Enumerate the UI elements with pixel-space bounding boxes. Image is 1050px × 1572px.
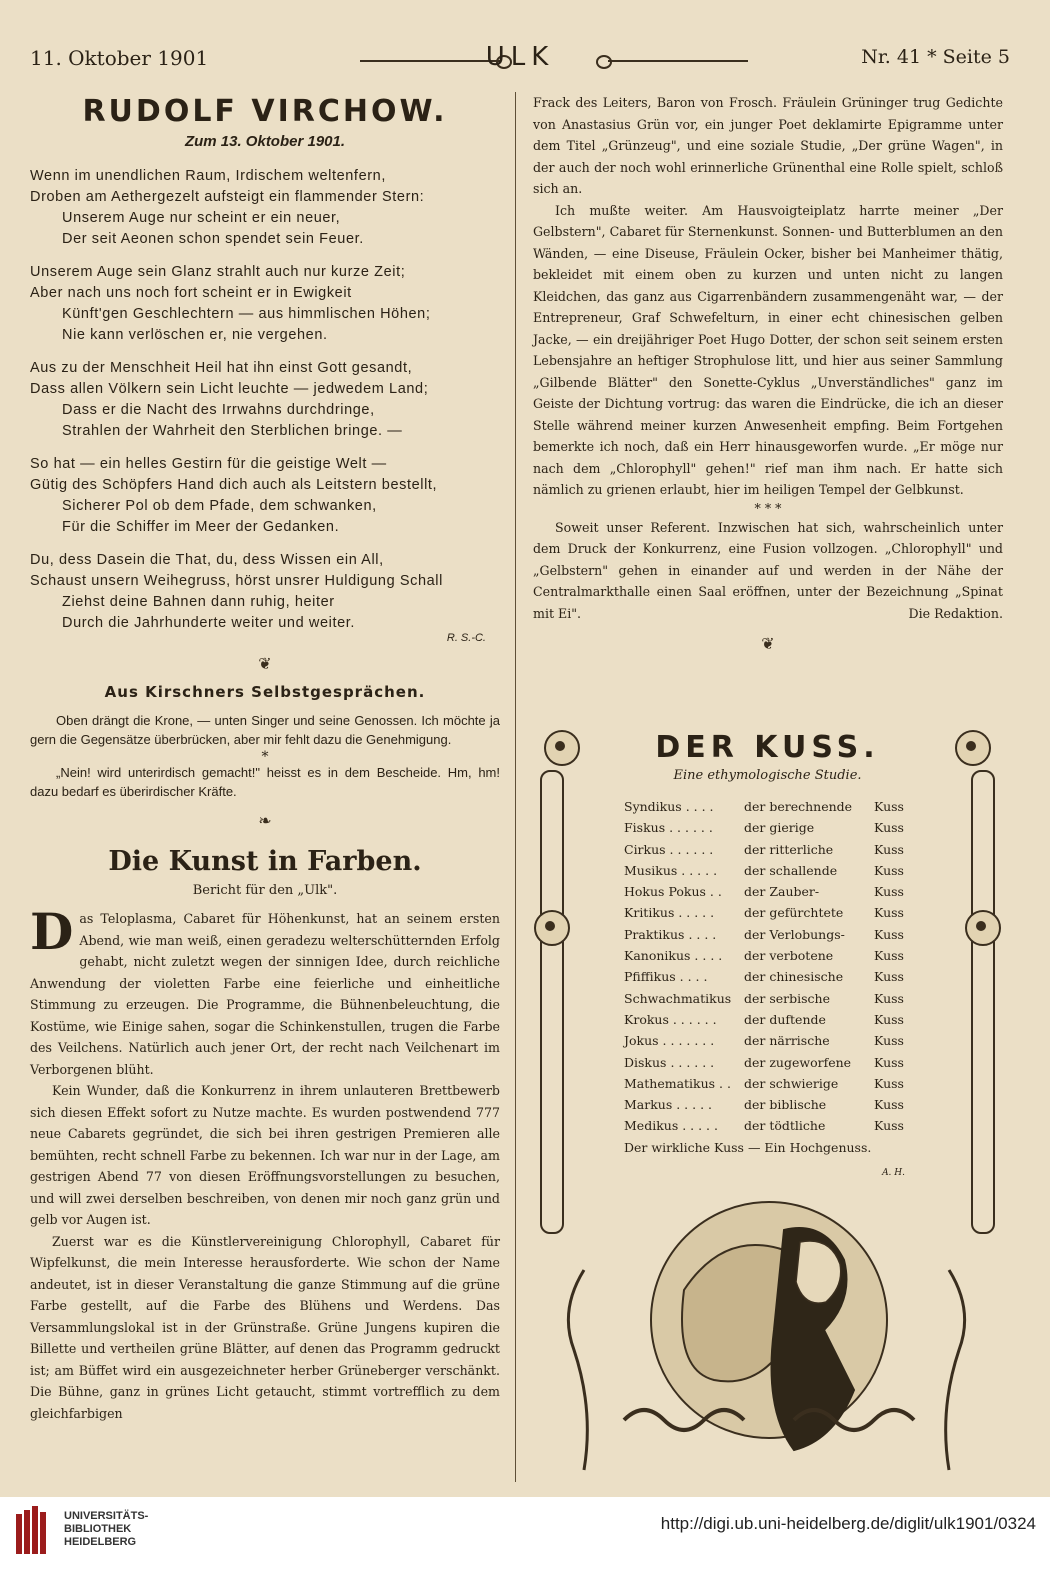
kuss-term: Musikus . . . . .: [624, 862, 718, 878]
list-item: [624, 924, 924, 945]
list-item: [624, 1009, 924, 1030]
article-paragraph: Ich mußte weiter. Am Hausvoigteiplatz harrte meiner „Der Gelbstern", Cabaret für Sternenkunst. Sonnen- und Butterblumen an den Wänden, — eine Diseuse, Fräulein Ocker, bisher bei Manheimer thätig, bekleidet mit einem oben zu kurzen und unten nicht zu langen Kleidchen, das ganz aus Cigarrenbändern zusammengenäht war, — der Entrepreneur, Graf Schwefelturn, in einer echt chinesischen gelben Jacke, — ein dreijähriger Poet Hugo Dotter, der schon seit seinem ersten Lebensjahre an heftiger Strophulose litt, und hier aus seiner Sammlung „Gilbende Blätter" den Sonette-Cyklus „Unverständliches" ganz im Geiste der Dichtung vortrug: das waren die Eindrücke, die ich an dieser Stelle während meiner kurzen Anwesenheit empfing. Beim Fortgehen bemerkte ich noch, daß ein Herr hinausgeworfen wurde. „Er möge nur nach dem „Chlorophyll" gehen!" rief man ihm nach. Er hatte sich nämlich zu grienen erlaubt, hier im heiligen Tempel der Gelbkunst.: [533, 202, 1003, 497]
article-text: Soweit unser Referent. Inzwischen hat sich, wahrscheinlich unter dem Druck der Konkurrenz, eine Fusion vollzogen. „Chlorophyll" und „Gelbstern" gehen in einander auf und werden in der Nähe der Centralmarkthalle einen Saal eröffnen, unter der Bezeichnung „Spinat mit Ei".: [533, 519, 1003, 621]
fleuron-icon: ❧: [258, 811, 272, 830]
kuss-term: Kritikus . . . . .: [624, 905, 715, 921]
list-item: [624, 839, 924, 860]
poem-line: Aber nach uns noch fort scheint er in Ewigkeit: [30, 285, 352, 301]
poem-stanza: [30, 454, 500, 538]
kuss-word: Kuss: [874, 884, 904, 900]
section-stars: * * *: [754, 500, 782, 516]
poem-stanza: [30, 358, 500, 442]
kuss-desc: der zugeworfene: [744, 1054, 852, 1070]
poem-line: Aus zu der Menschheit Heil hat ihn einst Gott gesandt,: [30, 360, 413, 376]
poem-line: Droben am Aethergezelt aufsteigt ein flammender Stern:: [30, 189, 425, 205]
vine-right: [946, 1270, 965, 1470]
kuss-word: Kuss: [874, 820, 904, 836]
kuss-term: Pfiffikus . . . .: [624, 969, 708, 985]
masthead-title: ULK: [485, 42, 555, 72]
kuss-word: Kuss: [874, 1118, 904, 1134]
list-item: [624, 1115, 924, 1136]
kuss-word: Kuss: [874, 841, 904, 857]
article-paragraph: [30, 902, 500, 1080]
article-paragraph: Zuerst war es die Künstlervereinigung Chlorophyll, Cabaret für Wipfelkunst, die mein Interesse herausforderte. Wie schon der Name andeutet, ist in dieser Veranstaltung die ganze Stimmung auf die grüne Farbe gestellt, auf die Farbe des Blühens und Werdens. Das Versammlungslokal ist in der Grünstraße. Grüne Jungens kupiren die Billette und vertheilen grüne Blätter, auf denen das Programm gedruckt ist; am Büffet wird ein ausgezeichneter herber Grüneberger verschänkt. Die Bühne, ganz in grünes Licht getaucht, stimmt vortrefflich zu dem gleichfarbigen: [30, 1233, 500, 1421]
kirschner-paragraph: Oben drängt die Krone, — unten Singer und seine Genossen. Ich möchte ja gern die Gegensätze überbrücken, aber mir fehlt dazu die Genehmigung.: [30, 713, 500, 747]
article-text: as Teloplasma, Cabaret für Höhenkunst, hat an seinem ersten Abend, wie man weiß, einen geradezu welterschütternden Erfolg gehabt, nicht zuletzt wegen der sinnigen Idee, durch reichliche Anwendung der violetten Farbe eine feierliche und einheitliche Stimmung zu erzeugen. Die Programme, die Bühnenbeleuchtung, die Kostüme, wie Einige sahen, sogar die Schinkenstullen, trugen die Farbe des Veilchens. Natürlich auch jener Ort, der recht nach Veilchenart im Verborgenen blüht.: [30, 911, 500, 1077]
list-item: [624, 1052, 924, 1073]
poem-line: Unserem Auge sein Glanz strahlt auch nur kurze Zeit;: [30, 264, 406, 280]
kuss-desc: der schallende: [744, 862, 838, 878]
kuss-desc: der biblische: [744, 1097, 827, 1113]
poem-stanza: [30, 166, 500, 250]
issue-date: 11. Oktober 1901: [30, 46, 209, 70]
poem-line: Künft'gen Geschlechtern — aus himmlischen Höhen;: [62, 306, 431, 322]
poem-stanza: [30, 262, 500, 346]
kuss-term: Kanonikus . . . .: [624, 948, 723, 964]
kuss-term: Syndikus . . . .: [624, 799, 714, 814]
section-star: *: [261, 749, 269, 765]
kuss-list: [624, 796, 924, 1158]
kuss-term: Medikus . . . . .: [624, 1118, 718, 1134]
kuss-word: Kuss: [874, 1033, 904, 1049]
kuss-word: Kuss: [874, 926, 904, 942]
virchow-subtitle: Zum 13. Oktober 1901.: [184, 133, 346, 150]
kuss-word: Kuss: [874, 799, 904, 814]
article-paragraph: Kein Wunder, daß die Konkurrenz in ihrem unlauteren Brettbewerb sich diesen Effekt sofort zu Nutze machte. Es wurden postwendend 777 neue Cabarets gegründet, die sich bei ihren gestrigen Premieren alle bemühten, recht schnell Farbe zu bekennen. Ich war nur in der Lage, am gestrigen Abend 77 von diesen Eröffnungsvorstellungen zu besuchen, und will zwei derselben beschreiben, von denen mir noch ganz grün und gelb vor Augen ist.: [30, 1083, 500, 1227]
poem-line: Strahlen der Wahrheit den Sterblichen bringe. —: [62, 423, 403, 439]
poem-line: Sicherer Pol ob dem Pfade, dem schwanken,: [62, 498, 377, 514]
kuss-subtitle: Eine ethymologische Studie.: [673, 768, 862, 783]
poem-line: Nie kann verlöschen er, nie vergehen.: [62, 327, 328, 343]
flower-icon: [965, 910, 1001, 946]
institution-line: BIBLIOTHEK: [64, 1523, 132, 1535]
kuss-term: Markus . . . . .: [624, 1097, 713, 1113]
poem-line: So hat — ein helles Gestirn für die geistige Welt —: [30, 456, 387, 472]
kuss-desc: der duftende: [744, 1011, 826, 1027]
institution-line: UNIVERSITÄTS-: [64, 1510, 149, 1522]
poem-line: Du, dess Dasein die That, du, dess Wissen ein All,: [30, 552, 384, 568]
vine-border-left: [540, 770, 564, 1234]
kuss-term: Mathematikus . .: [624, 1075, 731, 1091]
left-column: [30, 92, 500, 1424]
kirschner-title: Aus Kirschners Selbstgesprächen.: [104, 683, 426, 701]
institution-name: [64, 1510, 148, 1549]
poem-line: Ziehst deine Bahnen dann ruhig, heiter: [62, 594, 335, 610]
list-item: [624, 860, 924, 881]
list-item: [624, 817, 924, 838]
kuss-desc: der tödtliche: [744, 1118, 826, 1134]
virchow-title: RUDOLF VIRCHOW.: [82, 94, 448, 129]
header-ornament-right: [608, 60, 748, 62]
kuss-word: Kuss: [874, 948, 904, 964]
right-column: [533, 92, 1003, 663]
drop-cap: D: [30, 902, 74, 961]
list-item: Der wirkliche Kuss — Ein Hochgenuss.: [624, 1139, 872, 1155]
kuss-word: Kuss: [874, 1054, 904, 1070]
kuss-term: Krokus . . . . . .: [624, 1011, 717, 1027]
article-paragraph: [533, 517, 1003, 625]
editor-signature: Die Redaktion.: [908, 605, 1003, 621]
kuss-desc: der gierige: [744, 820, 815, 836]
kuss-desc: der berechnende: [744, 799, 853, 814]
kuss-word: Kuss: [874, 1011, 904, 1027]
poem-stanza: [30, 550, 500, 634]
kuss-term: Diskus . . . . . .: [624, 1054, 715, 1070]
flower-icon: [534, 910, 570, 946]
kuss-desc: der verbotene: [744, 948, 834, 964]
kuss-term: Cirkus . . . . . .: [624, 841, 714, 857]
poem-line: Unserem Auge nur scheint er ein neuer,: [62, 210, 341, 226]
kuss-word: Kuss: [874, 862, 904, 878]
list-item: [624, 988, 924, 1009]
poem-line: Schaust unsern Weihegruss, hörst unsrer Huldigung Schall: [30, 573, 443, 589]
poem-line: Gütig des Schöpfers Hand dich auch als Leitstern bestellt,: [30, 477, 438, 493]
list-item: [624, 945, 924, 966]
kuss-word: Kuss: [874, 905, 904, 921]
university-library-logo-icon: [14, 1506, 52, 1556]
kuss-word: Kuss: [874, 990, 904, 1006]
institution-line: HEIDELBERG: [64, 1536, 137, 1548]
poem-line: Der seit Aeonen schon spendet sein Feuer.: [62, 231, 364, 247]
poem-line: Wenn im unendlichen Raum, Irdischem weltenfern,: [30, 168, 386, 184]
poem-line: Durch die Jahrhunderte weiter und weiter.: [62, 615, 355, 631]
kuss-word: Kuss: [874, 1075, 904, 1091]
kuss-term: Hokus Pokus . .: [624, 884, 722, 900]
kuss-term: Jokus . . . . . . .: [624, 1033, 715, 1049]
source-url[interactable]: http://digi.ub.uni-heidelberg.de/diglit/ulk1901/0324: [660, 1514, 1036, 1533]
kuss-desc: der ritterliche: [744, 841, 834, 857]
kuss-signature: A. H.: [882, 1168, 905, 1178]
kissing-couple-illustration: [564, 1170, 969, 1482]
article-paragraph: Frack des Leiters, Baron von Frosch. Fräulein Grüninger trug Gedichte von Anastasius Grün vor, ein junger Poet deklamirte Epigramme unter dem Titel „Grünzeug", und eine soziale Studie, „Der grüne Wagen", in der auch der noch wohl erinnerliche Grünenthal eine Rolle spielt, schloß sich an.: [533, 95, 1003, 196]
column-divider: [515, 92, 516, 1482]
kunst-title: Die Kunst in Farben.: [108, 846, 422, 877]
kirschner-paragraph: „Nein! wird unterirdisch gemacht!" heisst es in dem Bescheide. Hm, hm! dazu bedarf es überirdischer Kräfte.: [30, 765, 500, 799]
kuss-term: Schwachmatikus: [624, 990, 732, 1006]
vine-border-right: [971, 770, 995, 1234]
list-item: [624, 902, 924, 923]
poem-line: Dass er die Nacht des Irrwahns durchdringe,: [62, 402, 375, 418]
kuss-word: Kuss: [874, 1097, 904, 1113]
kuss-desc: der chinesische: [744, 969, 844, 985]
kuss-desc: der Verlobungs-: [744, 926, 845, 942]
fleuron-icon: ❦: [258, 654, 272, 673]
kuss-title: DER KUSS.: [655, 730, 880, 765]
footer-bar: [0, 1497, 1050, 1572]
kuss-desc: der Zauber-: [744, 884, 820, 900]
kuss-term: Praktikus . . . .: [624, 926, 717, 942]
kunst-subtitle: Bericht für den „Ulk".: [192, 883, 338, 898]
list-item: [624, 1073, 924, 1094]
issue-number: Nr. 41 * Seite 5: [861, 46, 1010, 68]
kuss-desc: der närrische: [744, 1033, 830, 1049]
kuss-desc: der gefürchtete: [744, 905, 844, 921]
vine-left: [568, 1270, 587, 1470]
poem-signature: R. S.-C.: [446, 632, 486, 644]
fleuron-icon: ❦: [761, 634, 775, 653]
list-item: [624, 796, 924, 817]
list-item: [624, 966, 924, 987]
kuss-illustration-box: [540, 730, 995, 1482]
list-item: [624, 1030, 924, 1051]
kuss-desc: der serbische: [744, 990, 830, 1006]
poem-line: Dass allen Völkern sein Licht leuchte — jedwedem Land;: [30, 381, 429, 397]
kuss-desc: der schwierige: [744, 1075, 839, 1091]
kuss-term: Fiskus . . . . . .: [624, 820, 713, 836]
list-item: [624, 1094, 924, 1115]
kuss-word: Kuss: [874, 969, 904, 985]
poem-line: Für die Schiffer im Meer der Gedanken.: [62, 519, 340, 535]
list-item: [624, 881, 924, 902]
page-header: [30, 42, 1010, 76]
